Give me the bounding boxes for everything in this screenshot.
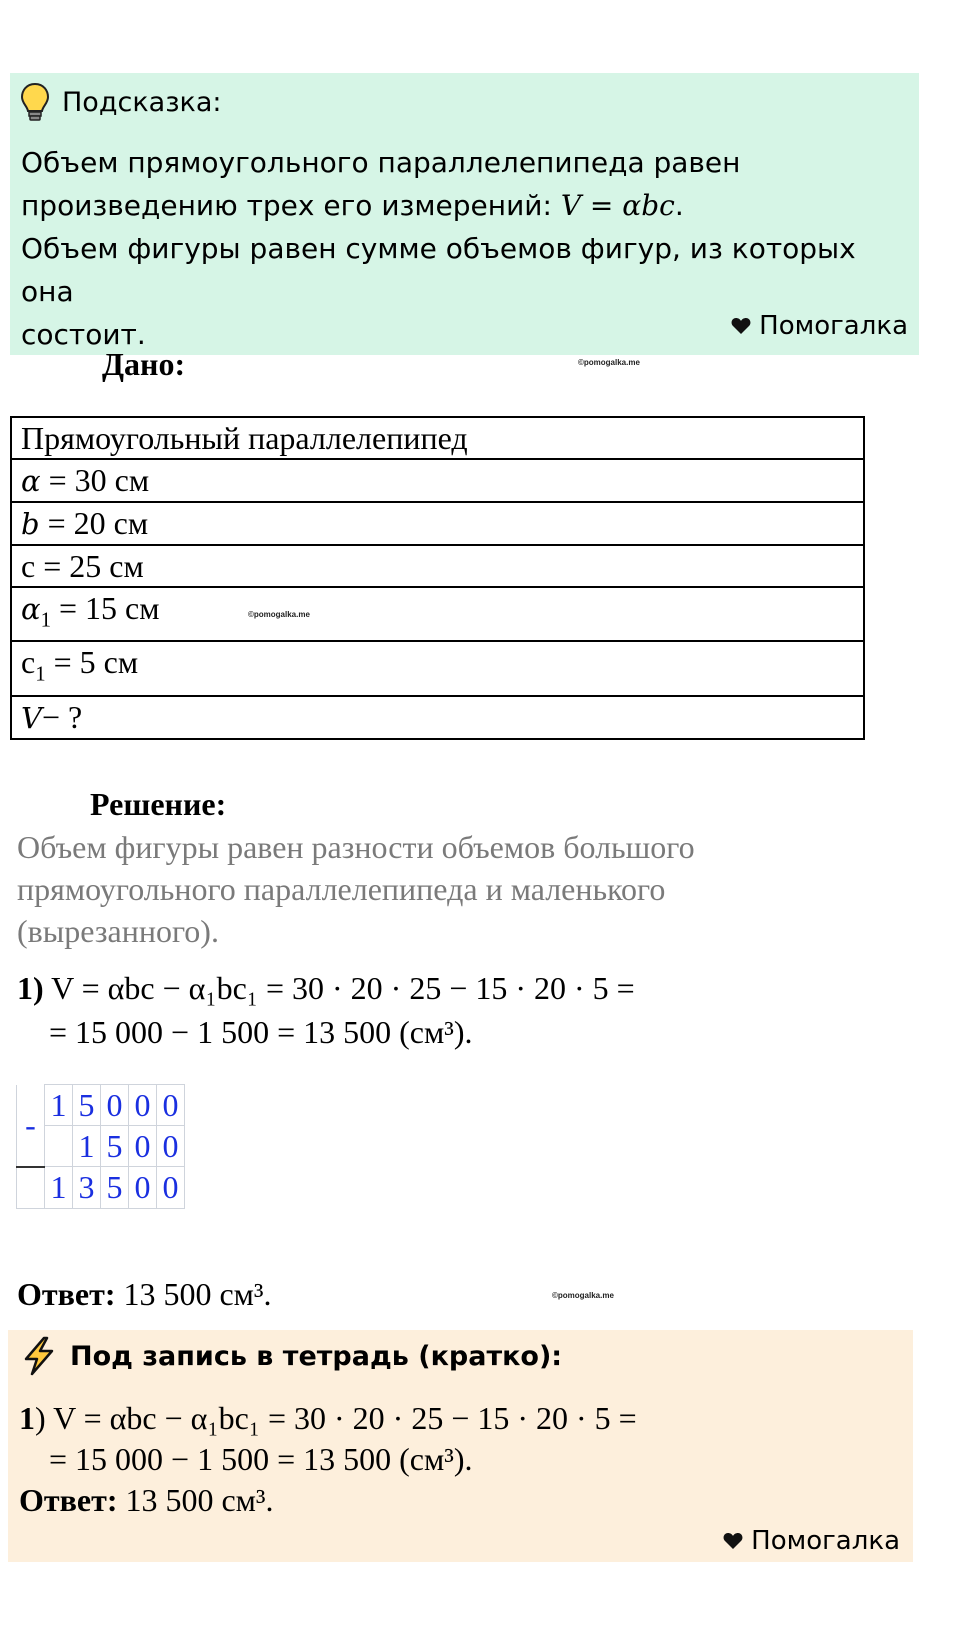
digit-cell: 1	[45, 1167, 73, 1209]
note-equation-line-1: ) V = αbc − α₁bc₁ = 30 · 20 · 25 − 15 · 20 · 5 =	[35, 1400, 637, 1436]
digit-cell: 0	[129, 1126, 157, 1167]
given-table	[10, 416, 865, 740]
digit-cell: 3	[73, 1167, 101, 1209]
var-v: V	[21, 700, 42, 735]
note-step-number: 1	[19, 1400, 35, 1436]
hint-header	[20, 82, 222, 122]
explain-line-2: прямоугольного параллелепипеда и маленького	[17, 871, 666, 907]
given-cell-c1	[11, 641, 864, 695]
given-cell-b	[11, 502, 864, 545]
given-cell-shape: Прямоугольный параллелепипед	[11, 417, 864, 459]
var-a1-sub: 1	[40, 608, 51, 632]
value-a1: = 15 см	[51, 590, 160, 626]
var-c: c	[21, 548, 36, 584]
hint-line-2	[21, 184, 901, 227]
watermark: ©pomogalka.me	[578, 358, 640, 367]
var-c1-sub: 1	[35, 662, 46, 686]
given-row	[11, 417, 864, 459]
column-row	[17, 1085, 185, 1126]
heart-icon	[723, 1532, 743, 1550]
value-c: = 25 см	[35, 548, 144, 584]
digit-cell: 0	[157, 1167, 185, 1209]
hint-line-2-text: произведению трех его измерений:	[21, 189, 561, 222]
notebook-title: Под запись в тетрадь (кратко):	[70, 1340, 563, 1372]
hint-line-1: Объем прямоугольного параллелепипеда равен	[21, 146, 741, 179]
minus-sign: -	[17, 1085, 45, 1167]
digit-cell: 1	[45, 1085, 73, 1126]
var-a1: α	[21, 592, 41, 626]
digit-cell: 5	[101, 1167, 129, 1209]
given-row	[11, 641, 864, 695]
digit-cell: 1	[73, 1126, 101, 1167]
given-row	[11, 502, 864, 545]
solution-heading: Решение:	[90, 786, 227, 822]
given-cell-a1	[11, 587, 864, 641]
given-row	[11, 459, 864, 502]
digit-cell	[45, 1126, 73, 1167]
explain-line-1: Объем фигуры равен разности объемов большого	[17, 829, 695, 865]
value-b: = 20 см	[39, 505, 149, 541]
equation-line-1: V = αbc − α₁bc₁ = 30 · 20 · 25 − 15 · 20 · 5 =	[51, 970, 635, 1006]
column-subtraction	[16, 1084, 185, 1209]
var-b: b	[21, 507, 40, 541]
note-answer-label: Ответ:	[19, 1482, 118, 1518]
digit-cell: 5	[101, 1126, 129, 1167]
hint-line-4: состоит.	[21, 318, 146, 351]
hint-brand-label: Помогалка	[759, 311, 908, 341]
heart-icon	[731, 317, 751, 335]
note-equation-line-2: = 15 000 − 1 500 = 13 500 (см³).	[49, 1441, 473, 1477]
given-row	[11, 696, 864, 739]
given-row	[11, 545, 864, 587]
step-number: 1)	[17, 970, 44, 1006]
answer-label: Ответ:	[17, 1276, 116, 1312]
notebook-brand	[723, 1526, 900, 1556]
given-heading: Дано:	[102, 346, 186, 382]
hint-line-2-end: .	[674, 189, 684, 222]
given-cell-v	[11, 696, 864, 739]
column-row	[17, 1167, 185, 1209]
lightning-icon	[20, 1336, 58, 1376]
value-v: − ?	[41, 698, 83, 735]
hint-brand	[731, 311, 908, 341]
note-answer-value: 13 500 см³.	[117, 1482, 274, 1518]
answer-line	[17, 1272, 272, 1316]
var-a: α	[21, 464, 41, 498]
digit-cell: 0	[129, 1085, 157, 1126]
watermark: ©pomogalka.me	[248, 610, 310, 619]
notebook-brand-label: Помогалка	[751, 1526, 900, 1556]
digit-cell: 5	[73, 1085, 101, 1126]
digit-cell: 0	[157, 1126, 185, 1167]
watermark: ©pomogalka.me	[552, 1291, 614, 1300]
equation-line-2: = 15 000 − 1 500 = 13 500 (см³).	[49, 1014, 473, 1050]
lightbulb-icon	[20, 82, 50, 122]
notebook-header	[20, 1336, 562, 1376]
given-row	[11, 587, 864, 641]
hint-line-3: Объем фигуры равен сумме объемов фигур, из которых она	[21, 232, 856, 308]
value-c1: = 5 см	[45, 644, 139, 681]
explain-line-3: (вырезанного).	[17, 913, 219, 949]
digit-cell: 0	[157, 1085, 185, 1126]
digit-cell: 0	[129, 1167, 157, 1209]
answer-value: 13 500 см³.	[115, 1276, 272, 1312]
value-a: = 30 см	[40, 462, 150, 498]
digit-cell: 0	[101, 1085, 129, 1126]
notebook-content	[19, 1398, 637, 1521]
given-cell-c	[11, 545, 864, 587]
solution-explanation	[17, 826, 695, 952]
var-c1: c	[21, 644, 36, 681]
solution-step-1	[17, 966, 635, 1054]
volume-formula: V = αbc	[560, 189, 675, 222]
hint-title: Подсказка:	[62, 86, 222, 118]
empty-sign-cell	[17, 1167, 45, 1209]
given-cell-a	[11, 459, 864, 502]
